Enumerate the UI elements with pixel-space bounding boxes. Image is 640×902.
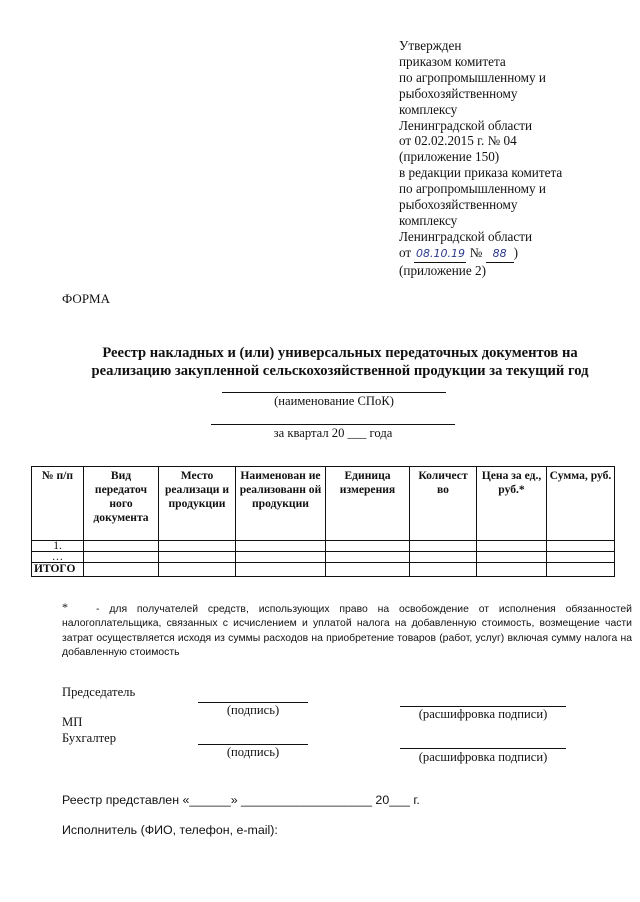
chairman-decoding-caption: (расшифровка подписи) (418, 707, 548, 721)
accountant-decoding-caption: (расшифровка подписи) (418, 750, 548, 764)
col-header-price: Цена за ед., руб.* (477, 467, 547, 541)
table-cell (547, 552, 615, 563)
col-header-number: № п/п (32, 467, 84, 541)
col-header-unit: Единица измерения (326, 467, 410, 541)
approval-close-paren: ) (513, 244, 519, 260)
table-total-row (32, 563, 615, 577)
approval-number-sign: № (469, 244, 483, 260)
title-line-1: Реестр накладных и (или) универсальных передаточных документов на (102, 345, 578, 361)
approval-line: Ленинградской области (399, 117, 533, 133)
accountant-decoding-line (400, 748, 566, 749)
table-cell (477, 541, 547, 552)
col-header-product: Наименован ие реализованн ой продукции (236, 467, 326, 541)
table-cell (477, 552, 547, 563)
col-header-sum: Сумма, руб. (547, 467, 615, 541)
stamp-label: МП (62, 715, 83, 729)
approval-line: (приложение 150) (399, 149, 500, 165)
row-number: 1. (32, 541, 84, 552)
approval-block (399, 38, 599, 279)
handwritten-date: 08.10.19 (414, 246, 466, 263)
table-cell (84, 541, 159, 552)
table-cell (84, 552, 159, 563)
form-label: ФОРМА (62, 291, 110, 306)
footnote-text: - для получателей средств, использующих право на освобождение от исполнения обязанностей налогоплательщика, связанных с исчислением и уплатой налога на добавленную стоимость, возмещение части затрат осуществляется исходя из суммы расходов на приобретение товаров (работ, услуг) включая сумму налога на добавленную стоимость (62, 604, 632, 659)
table-cell (477, 563, 547, 577)
approval-line: комплексу (399, 212, 458, 228)
handwritten-number: 88 (486, 246, 514, 263)
table-cell (236, 563, 326, 577)
col-header-place: Место реализаци и продукции (159, 467, 236, 541)
table-cell (236, 541, 326, 552)
table-cell (410, 552, 477, 563)
approval-appendix: (приложение 2) (399, 262, 486, 278)
approval-line: в редакции приказа комитета (399, 165, 563, 181)
table-cell (84, 563, 159, 577)
row-number: … (32, 552, 84, 563)
col-header-doc-type: Вид передаточ ного документа (84, 467, 159, 541)
table-cell (410, 563, 477, 577)
approval-date-line (399, 245, 599, 263)
approval-line: комплексу (399, 101, 458, 117)
approval-line: приказом комитета (399, 53, 506, 69)
executor-line: Исполнитель (ФИО, телефон, e-mail): (62, 823, 278, 837)
table-cell (410, 541, 477, 552)
chairman-signature-caption: (подпись) (226, 703, 280, 717)
approval-line: рыбохозяйственному (399, 85, 518, 101)
table-cell (159, 563, 236, 577)
table-cell (547, 563, 615, 577)
table-cell (159, 552, 236, 563)
quarter-line (211, 424, 455, 425)
approval-line: по агропромышленному и (399, 181, 546, 197)
register-table (31, 466, 615, 577)
table-header-row (32, 467, 615, 541)
table-row (32, 541, 615, 552)
table-cell (326, 563, 410, 577)
table-cell (326, 541, 410, 552)
chairman-label: Председатель (62, 685, 136, 699)
total-label: ИТОГО (32, 563, 84, 577)
title-line-2: реализацию закупленной сельскохозяйственной продукции за текущий год (91, 363, 589, 379)
accountant-signature-caption: (подпись) (226, 745, 280, 759)
approval-line: от 02.02.2015 г. № 04 (399, 133, 517, 149)
table-row (32, 552, 615, 563)
table-cell (547, 541, 615, 552)
approval-from: от (399, 244, 412, 260)
spok-name-line (222, 392, 446, 393)
footnote-star: * (62, 600, 68, 614)
accountant-label: Бухгалтер (62, 731, 117, 745)
approval-line: по агропромышленному и (399, 69, 546, 85)
table-cell (236, 552, 326, 563)
submitted-line: Реестр представлен «______» ___________________ 20___ г. (62, 793, 420, 807)
table-cell (326, 552, 410, 563)
approval-line: рыбохозяйственному (399, 197, 518, 213)
col-header-quantity: Количест во (410, 467, 477, 541)
approval-line: Утвержден (399, 38, 462, 53)
spok-caption: (наименование СПоК) (274, 394, 394, 408)
page-title (60, 344, 620, 380)
table-cell (159, 541, 236, 552)
approval-line: Ленинградской области (399, 228, 533, 244)
quarter-caption: за квартал 20 ___ года (273, 426, 393, 440)
